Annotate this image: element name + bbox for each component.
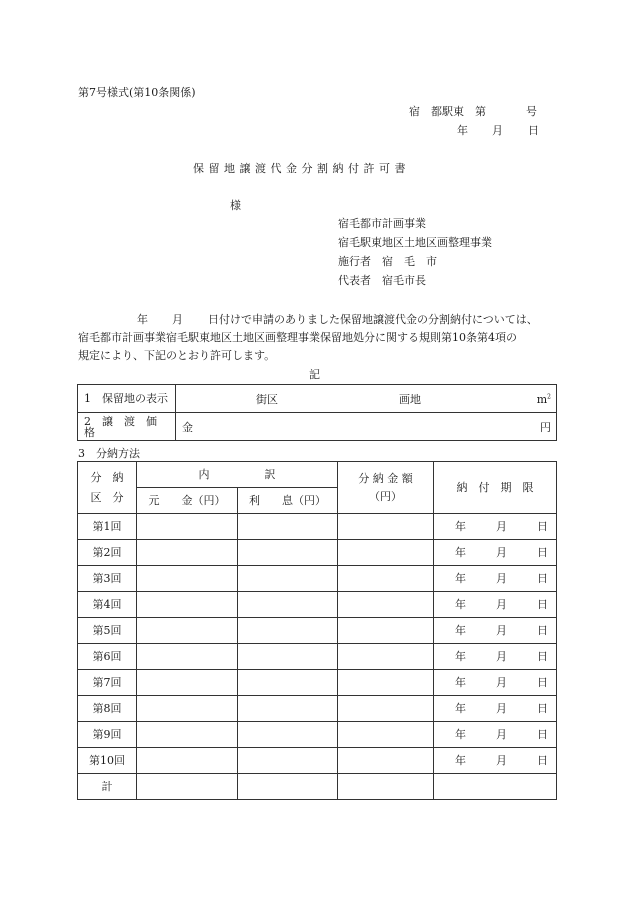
amount-cell — [338, 566, 434, 592]
interest-header: 利 息（円） — [238, 488, 338, 514]
price-unit: 円 — [540, 421, 551, 434]
info-table — [77, 384, 557, 441]
interest-cell — [238, 618, 338, 644]
issuer-line-3: 施行者 宿 毛 市 — [338, 255, 437, 268]
issuer-line-1: 宿毛都市計画事業 — [338, 217, 426, 230]
table-row — [78, 540, 557, 566]
installment-number: 第2回 — [78, 540, 137, 566]
amount-cell — [338, 696, 434, 722]
amount-cell — [338, 514, 434, 540]
amount-cell — [338, 748, 434, 774]
date-month: 月 — [492, 124, 503, 137]
due-day: 日 — [537, 598, 548, 611]
body-line-3: 規定により、下記のとおり許可します。 — [78, 349, 276, 362]
due-year: 年 — [455, 520, 466, 533]
due-month: 月 — [496, 702, 507, 715]
due-day: 日 — [537, 546, 548, 559]
amount-header-line-1: 分 納 金 額 — [358, 472, 413, 485]
division-header-line-1: 分 納 — [90, 470, 124, 484]
interest-cell — [238, 644, 338, 670]
reference-number-suffix: 号 — [526, 105, 537, 118]
amount-cell — [338, 722, 434, 748]
principal-cell — [137, 696, 238, 722]
due-date-cell — [434, 722, 557, 748]
block-label: 街区 — [256, 393, 278, 406]
installment-number: 第1回 — [78, 514, 137, 540]
due-date-fields — [434, 677, 556, 688]
principal-cell — [137, 748, 238, 774]
body-month: 月 — [172, 313, 183, 326]
due-date-fields — [434, 599, 556, 610]
table-row — [78, 670, 557, 696]
price-prefix: 金 — [182, 421, 193, 434]
due-day: 日 — [537, 728, 548, 741]
date-day: 日 — [528, 124, 539, 137]
installment-number: 第3回 — [78, 566, 137, 592]
table-row — [78, 566, 557, 592]
installment-number: 第5回 — [78, 618, 137, 644]
table-row — [78, 748, 557, 774]
due-day: 日 — [537, 754, 548, 767]
due-date-cell — [434, 696, 557, 722]
date-year: 年 — [457, 124, 468, 137]
due-year: 年 — [455, 728, 466, 741]
due-date-fields — [434, 755, 556, 766]
due-month: 月 — [496, 598, 507, 611]
section-3-heading: 3 分納方法 — [78, 447, 140, 460]
total-cell — [238, 774, 338, 800]
principal-cell — [137, 540, 238, 566]
price-cell — [176, 413, 557, 441]
installment-number: 第9回 — [78, 722, 137, 748]
due-year: 年 — [455, 546, 466, 559]
due-date-cell — [434, 540, 557, 566]
due-year: 年 — [455, 754, 466, 767]
installment-number: 第8回 — [78, 696, 137, 722]
interest-cell — [238, 514, 338, 540]
table-row — [78, 696, 557, 722]
due-month: 月 — [496, 676, 507, 689]
body-line-1: 日付けで申請のありました保留地譲渡代金の分割納付については、 — [208, 313, 538, 326]
due-date-fields — [434, 703, 556, 714]
amount-cell — [338, 644, 434, 670]
due-date-fields — [434, 651, 556, 662]
document-title: 保留地譲渡代金分割納付許可書 — [193, 162, 410, 175]
principal-cell — [137, 618, 238, 644]
issuer-line-4: 代表者 宿毛市長 — [338, 274, 426, 287]
amount-cell — [338, 670, 434, 696]
total-row — [78, 774, 557, 800]
due-month: 月 — [496, 650, 507, 663]
principal-cell — [137, 514, 238, 540]
due-year: 年 — [455, 650, 466, 663]
installment-number: 第6回 — [78, 644, 137, 670]
due-month: 月 — [496, 572, 507, 585]
installment-number: 第4回 — [78, 592, 137, 618]
table-row — [78, 644, 557, 670]
due-year: 年 — [455, 702, 466, 715]
due-date-fields — [434, 573, 556, 584]
due-day: 日 — [537, 572, 548, 585]
amount-cell — [338, 618, 434, 644]
interest-cell — [238, 540, 338, 566]
division-header-line-2: 区 分 — [90, 490, 124, 504]
due-month: 月 — [496, 754, 507, 767]
installment-table — [77, 461, 557, 800]
principal-cell — [137, 566, 238, 592]
due-date-cell — [434, 514, 557, 540]
amount-cell — [338, 540, 434, 566]
principal-cell — [137, 722, 238, 748]
due-date-fields — [434, 625, 556, 636]
due-date-header: 納 付 期 限 — [434, 462, 557, 514]
interest-cell — [238, 670, 338, 696]
principal-cell — [137, 644, 238, 670]
interest-cell — [238, 566, 338, 592]
addressee-suffix: 様 — [230, 199, 241, 212]
total-cell — [137, 774, 238, 800]
principal-cell — [137, 592, 238, 618]
due-date-cell — [434, 644, 557, 670]
ki-heading: 記 — [309, 368, 320, 381]
due-month: 月 — [496, 728, 507, 741]
lot-label: 画地 — [399, 393, 421, 406]
due-month: 月 — [496, 520, 507, 533]
due-day: 日 — [537, 650, 548, 663]
total-cell — [338, 774, 434, 800]
total-cell — [434, 774, 557, 800]
due-day: 日 — [537, 624, 548, 637]
table-row — [78, 514, 557, 540]
due-date-cell — [434, 618, 557, 644]
due-year: 年 — [455, 572, 466, 585]
principal-header: 元 金（円） — [137, 488, 238, 514]
location-cell — [176, 385, 557, 413]
due-year: 年 — [455, 624, 466, 637]
body-line-2: 宿毛都市計画事業宿毛駅東地区土地区画整理事業保留地処分に関する規則第10条第4項の — [78, 331, 517, 344]
due-date-cell — [434, 566, 557, 592]
due-date-fields — [434, 729, 556, 740]
interest-cell — [238, 696, 338, 722]
area-unit: $m^2$ — [536, 393, 551, 406]
body-year: 年 — [137, 313, 148, 326]
due-day: 日 — [537, 676, 548, 689]
installment-number: 第10回 — [78, 748, 137, 774]
due-date-cell — [434, 592, 557, 618]
due-date-cell — [434, 748, 557, 774]
table-row — [78, 592, 557, 618]
due-date-fields — [434, 521, 556, 532]
amount-header-line-2: （円） — [369, 490, 402, 503]
division-header — [78, 462, 137, 514]
due-month: 月 — [496, 624, 507, 637]
form-label: 第7号様式(第10条関係) — [78, 86, 196, 99]
due-month: 月 — [496, 546, 507, 559]
installment-number: 第7回 — [78, 670, 137, 696]
due-date-cell — [434, 670, 557, 696]
table-row — [78, 722, 557, 748]
due-date-fields — [434, 547, 556, 558]
table-row — [78, 618, 557, 644]
due-day: 日 — [537, 702, 548, 715]
amount-cell — [338, 592, 434, 618]
breakdown-header: 内 訳 — [137, 462, 338, 488]
total-label: 計 — [78, 774, 137, 800]
price-label: 2 譲 渡 価 格 — [78, 413, 176, 441]
due-day: 日 — [537, 520, 548, 533]
reference-office: 宿 都駅東 第 — [409, 105, 486, 118]
due-year: 年 — [455, 598, 466, 611]
principal-cell — [137, 670, 238, 696]
interest-cell — [238, 748, 338, 774]
location-label: 1 保留地の表示 — [78, 385, 176, 413]
due-year: 年 — [455, 676, 466, 689]
interest-cell — [238, 592, 338, 618]
interest-cell — [238, 722, 338, 748]
amount-header — [338, 462, 434, 514]
issuer-line-2: 宿毛駅東地区土地区画整理事業 — [338, 236, 492, 249]
